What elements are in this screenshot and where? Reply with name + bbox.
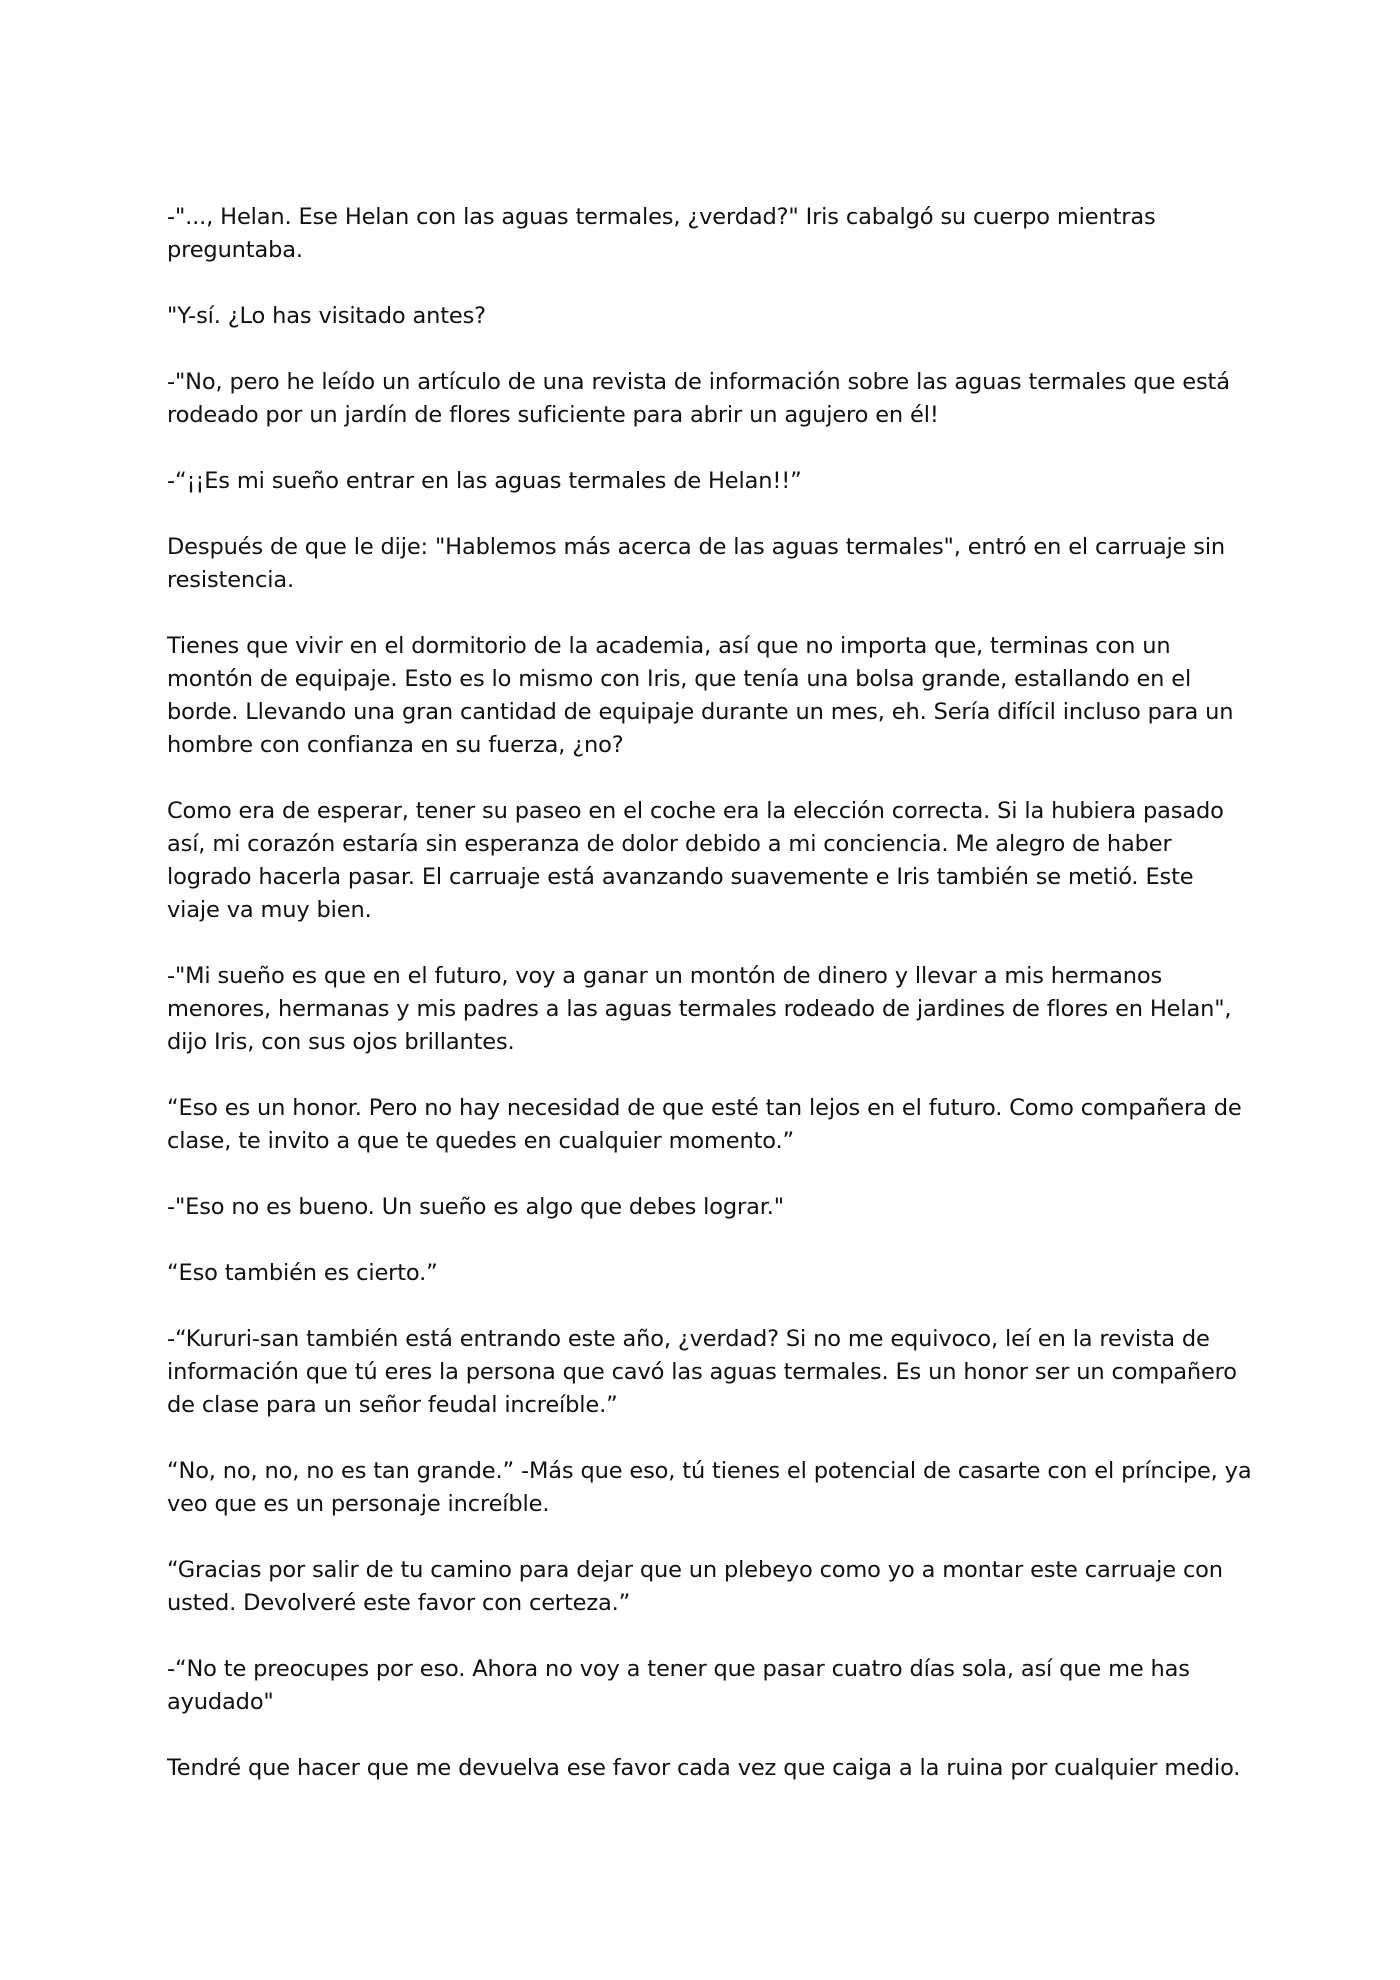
paragraph: -"Eso no es bueno. Un sueño es algo que debes lograr." — [167, 1194, 784, 1220]
paragraph: -“Kururi-san también está entrando este año, ¿verdad? Si no me equivoco, leí en la revista de información que tú eres la persona que cavó las aguas termales. Es un honor ser un compañero de clase para un señor feudal increíble.” — [167, 1326, 1237, 1418]
paragraph: “Gracias por salir de tu camino para dejar que un plebeyo como yo a montar este carruaje con usted. Devolveré este favor con certeza.” — [167, 1557, 1223, 1616]
paragraph: -“No te preocupes por eso. Ahora no voy a tener que pasar cuatro días sola, así que me has ayudado" — [167, 1656, 1190, 1715]
document-body — [167, 201, 1252, 1785]
paragraph: Como era de esperar, tener su paseo en el coche era la elección correcta. Si la hubiera pasado así, mi corazón estaría sin esperanza de dolor debido a mi conciencia. Me alegro de haber logrado hacerla pasar. El carruaje está avanzando suavemente e Iris también se metió. Este viaje va muy bien. — [167, 798, 1224, 923]
paragraph: “Eso es un honor. Pero no hay necesidad de que esté tan lejos en el futuro. Como compañera de clase, te invito a que te quedes en cualquier momento.” — [167, 1095, 1242, 1154]
paragraph: “No, no, no, no es tan grande.” -Más que eso, tú tienes el potencial de casarte con el príncipe, ya veo que es un personaje increíble. — [167, 1458, 1252, 1517]
paragraph: “Eso también es cierto.” — [167, 1260, 438, 1286]
paragraph: Tendré que hacer que me devuelva ese favor cada vez que caiga a la ruina por cualquier medio. — [167, 1755, 1241, 1781]
paragraph: -"No, pero he leído un artículo de una revista de información sobre las aguas termales que está rodeado por un jardín de flores suficiente para abrir un agujero en él! — [167, 369, 1230, 428]
paragraph: -"..., Helan. Ese Helan con las aguas termales, ¿verdad?" Iris cabalgó su cuerpo mientras preguntaba. — [167, 204, 1156, 263]
paragraph: -"Mi sueño es que en el futuro, voy a ganar un montón de dinero y llevar a mis hermanos menores, hermanas y mis padres a las aguas termales rodeado de jardines de flores en Helan", dijo Iris, con sus ojos brillantes. — [167, 963, 1232, 1055]
paragraph: Después de que le dije: "Hablemos más acerca de las aguas termales", entró en el carruaje sin resistencia. — [167, 534, 1226, 593]
paragraph: -“¡¡Es mi sueño entrar en las aguas termales de Helan!!” — [167, 468, 802, 494]
paragraph: "Y-sí. ¿Lo has visitado antes? — [167, 303, 486, 329]
paragraph: Tienes que vivir en el dormitorio de la academia, así que no importa que, terminas con un montón de equipaje. Esto es lo mismo con Iris, que tenía una bolsa grande, estallando en el borde. Llevando una gran cantidad de equipaje durante un mes, eh. Sería difícil incluso para un hombre con confianza en su fuerza, ¿no? — [167, 633, 1234, 758]
